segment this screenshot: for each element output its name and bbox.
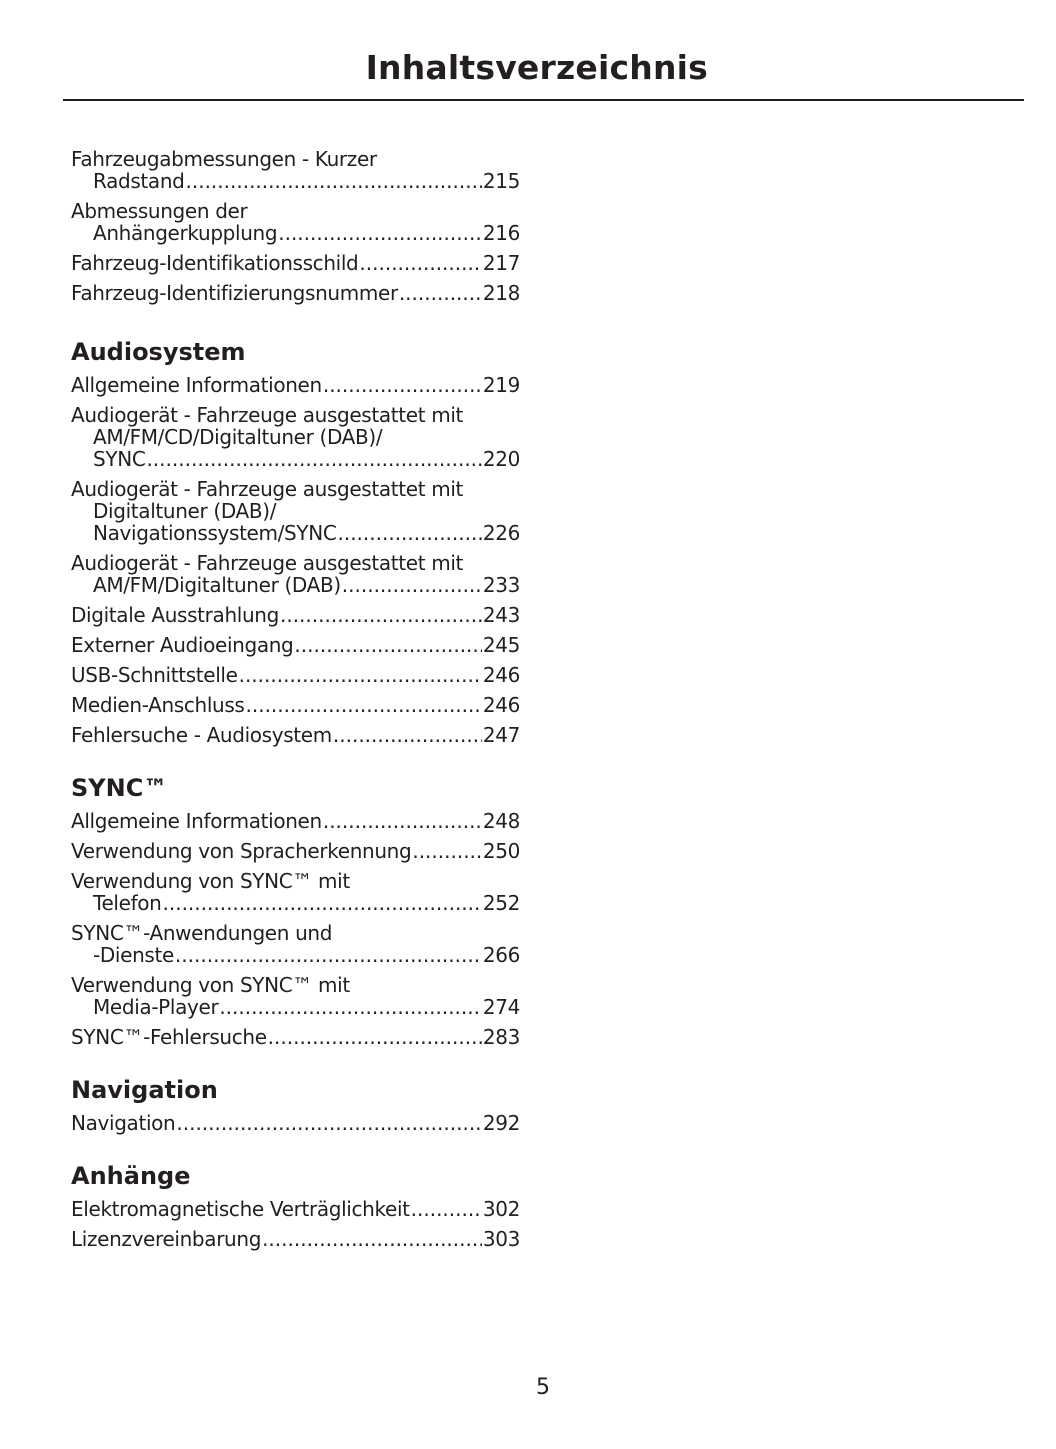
toc-entry-text: Fahrzeug-Identifikationsschild xyxy=(71,251,359,275)
toc-section xyxy=(71,336,520,746)
toc-page-number: 220 xyxy=(482,447,520,471)
toc-entry-text: Media-Player xyxy=(93,995,219,1019)
toc-page-number: 243 xyxy=(482,603,520,627)
dot-leader xyxy=(186,170,482,192)
toc-entry[interactable] xyxy=(71,1228,520,1250)
toc-page-number: 248 xyxy=(482,809,520,833)
section-title: SYNC™ xyxy=(71,774,168,802)
toc-entry-text: Externer Audioeingang xyxy=(71,633,294,657)
toc-page-number: 303 xyxy=(482,1227,520,1251)
toc-entry-text: Abmessungen der xyxy=(71,199,248,223)
toc-page-number: 246 xyxy=(482,693,520,717)
toc-entry-text: Navigationssystem/SYNC xyxy=(93,521,337,545)
toc-entry[interactable] xyxy=(71,552,520,596)
toc-entry-text: -Dienste xyxy=(93,943,174,967)
toc-page-number: 226 xyxy=(482,521,520,545)
toc-entry[interactable] xyxy=(71,148,520,192)
toc-entry[interactable] xyxy=(71,664,520,686)
toc-entry-text: Anhängerkupplung xyxy=(93,221,278,245)
toc-page-number: 252 xyxy=(482,891,520,915)
toc-entry-text: Audiogerät - Fahrzeuge ausgestattet mit xyxy=(71,403,464,427)
toc-section xyxy=(71,772,520,1048)
toc-entry-text: SYNC xyxy=(93,447,146,471)
toc-entry-text: USB-Schnittstelle xyxy=(71,663,238,687)
dot-leader xyxy=(412,840,482,862)
toc-entry-text: Elektromagnetische Verträglichkeit xyxy=(71,1197,410,1221)
dot-leader xyxy=(239,664,482,686)
dot-leader xyxy=(342,574,482,596)
toc-entry-text: Verwendung von SYNC™ mit xyxy=(71,869,350,893)
toc-entry[interactable] xyxy=(71,374,520,396)
toc-entry[interactable] xyxy=(71,974,520,1018)
toc-page-number: 246 xyxy=(482,663,520,687)
toc-page-number: 292 xyxy=(482,1111,520,1135)
dot-leader xyxy=(219,996,482,1018)
dot-leader xyxy=(337,522,481,544)
toc-page-number: 274 xyxy=(482,995,520,1019)
toc-entry[interactable] xyxy=(71,478,520,544)
toc-page-number: 217 xyxy=(482,251,520,275)
toc-entry[interactable] xyxy=(71,282,520,304)
table-of-contents xyxy=(71,148,520,1276)
toc-page-number: 245 xyxy=(482,633,520,657)
toc-section xyxy=(71,1074,520,1134)
toc-entry-text: AM/FM/Digitaltuner (DAB) xyxy=(93,573,341,597)
toc-entry-text: Lizenzvereinbarung xyxy=(71,1227,262,1251)
dot-leader xyxy=(278,222,482,244)
toc-entry[interactable] xyxy=(71,200,520,244)
dot-leader xyxy=(399,282,482,304)
toc-entry[interactable] xyxy=(71,404,520,470)
toc-page-number: 216 xyxy=(482,221,520,245)
toc-page-number: 247 xyxy=(482,723,520,747)
title-divider xyxy=(63,99,1024,101)
dot-leader xyxy=(163,892,482,914)
toc-entry-text: Allgemeine Informationen xyxy=(71,809,322,833)
toc-entry-text: SYNC™-Anwendungen und xyxy=(71,921,333,945)
dot-leader xyxy=(411,1198,482,1220)
toc-page-number: 215 xyxy=(482,169,520,193)
dot-leader xyxy=(146,448,481,470)
toc-entry[interactable] xyxy=(71,694,520,716)
toc-entry[interactable] xyxy=(71,634,520,656)
toc-entry[interactable] xyxy=(71,724,520,746)
toc-entry-text: Audiogerät - Fahrzeuge ausgestattet mit xyxy=(71,477,464,501)
toc-entry-text: Radstand xyxy=(93,169,185,193)
toc-entry-text: Fahrzeugabmessungen - Kurzer xyxy=(71,147,377,171)
toc-entry-text: Fahrzeug-Identifizierungsnummer xyxy=(71,281,398,305)
page-title: Inhaltsverzeichnis xyxy=(365,48,708,87)
dot-leader xyxy=(359,252,481,274)
toc-page-number: 233 xyxy=(482,573,520,597)
dot-leader xyxy=(280,604,482,626)
toc-entry-text: Digitaltuner (DAB)/ xyxy=(93,499,277,523)
toc-entry-text: Allgemeine Informationen xyxy=(71,373,322,397)
toc-section xyxy=(71,148,520,304)
toc-entry-text: Navigation xyxy=(71,1111,176,1135)
toc-entry[interactable] xyxy=(71,810,520,832)
section-title: Anhänge xyxy=(71,1162,191,1190)
dot-leader xyxy=(262,1228,482,1250)
toc-entry[interactable] xyxy=(71,252,520,274)
section-title: Audiosystem xyxy=(71,338,246,366)
dot-leader xyxy=(323,810,482,832)
toc-entry-text: Telefon xyxy=(93,891,162,915)
toc-entry[interactable] xyxy=(71,1198,520,1220)
toc-page-number: 266 xyxy=(482,943,520,967)
toc-page-number: 283 xyxy=(482,1025,520,1049)
toc-entry[interactable] xyxy=(71,1112,520,1134)
toc-entry[interactable] xyxy=(71,840,520,862)
toc-section xyxy=(71,1160,520,1250)
dot-leader xyxy=(323,374,482,396)
toc-entry-text: SYNC™-Fehlersuche xyxy=(71,1025,267,1049)
toc-entry-text: Verwendung von Spracherkennung xyxy=(71,839,412,863)
toc-page-number: 250 xyxy=(482,839,520,863)
toc-entry[interactable] xyxy=(71,870,520,914)
toc-page-number: 218 xyxy=(482,281,520,305)
toc-entry[interactable] xyxy=(71,604,520,626)
toc-entry-text: Medien-Anschluss xyxy=(71,693,245,717)
toc-page-number: 219 xyxy=(482,373,520,397)
page-number: 5 xyxy=(536,1375,550,1400)
toc-page-number: 302 xyxy=(482,1197,520,1221)
toc-entry[interactable] xyxy=(71,922,520,966)
dot-leader xyxy=(333,724,482,746)
section-title: Navigation xyxy=(71,1076,218,1104)
toc-entry-text: AM/FM/CD/Digitaltuner (DAB)/ xyxy=(93,425,383,449)
dot-leader xyxy=(294,634,481,656)
dot-leader xyxy=(246,694,482,716)
toc-entry-text: Fehlersuche - Audiosystem xyxy=(71,723,332,747)
dot-leader xyxy=(268,1026,482,1048)
dot-leader xyxy=(175,944,482,966)
toc-entry-text: Digitale Ausstrahlung xyxy=(71,603,279,627)
toc-entry-text: Verwendung von SYNC™ mit xyxy=(71,973,350,997)
toc-entry-text: Audiogerät - Fahrzeuge ausgestattet mit xyxy=(71,551,464,575)
toc-entry[interactable] xyxy=(71,1026,520,1048)
dot-leader xyxy=(176,1112,482,1134)
